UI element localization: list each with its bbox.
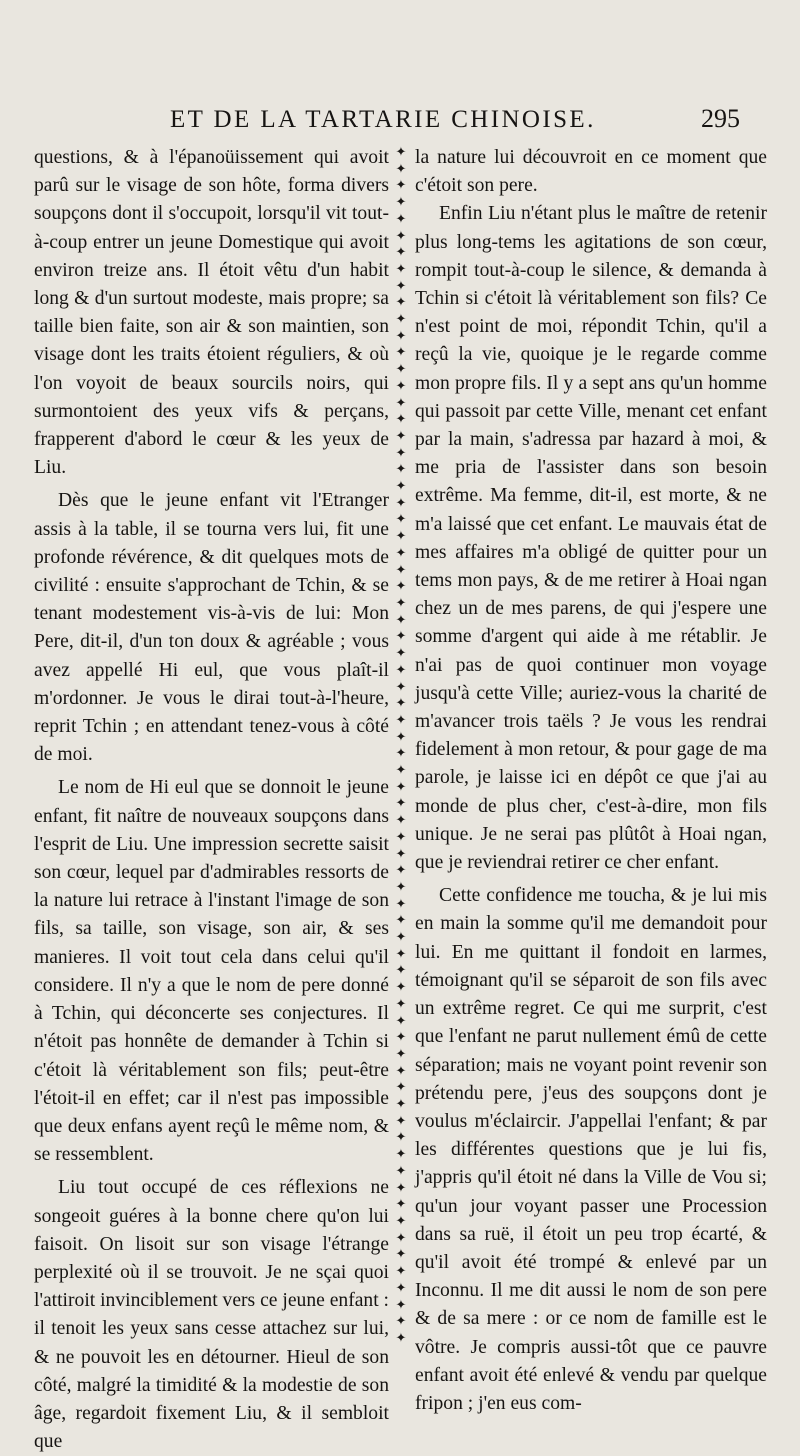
divider-ornament: ✦ <box>395 1314 407 1330</box>
divider-ornament: ✦ <box>395 1080 407 1096</box>
divider-ornament: ✦ <box>395 896 407 912</box>
divider-ornament: ✦ <box>395 545 407 561</box>
divider-ornament: ✦ <box>395 245 407 261</box>
divider-ornament: ✦ <box>395 1147 407 1163</box>
divider-ornament: ✦ <box>395 462 407 478</box>
divider-ornament: ✦ <box>395 729 407 745</box>
divider-ornament: ✦ <box>395 629 407 645</box>
divider-ornament: ✦ <box>395 595 407 611</box>
divider-ornament: ✦ <box>395 863 407 879</box>
divider-ornament: ✦ <box>395 646 407 662</box>
divider-ornament: ✦ <box>395 378 407 394</box>
divider-ornament: ✦ <box>395 479 407 495</box>
divider-ornament: ✦ <box>395 1163 407 1179</box>
paragraph: Le nom de Hi eul que se donnoit le jeune enfant, fit naître de nouveaux soupçons dans l'esprit de Liu. Une impression secrette saisit son cœur, lequel par d'admirables ressorts de la nature lui retrace à l'instant l'image de son fils, sa taille, son visage, son air, & ses manieres. Il voit tout cela dans celui qu'il considere. Il n'y a que le nom de pere donné à Tchin, qui déconcerte ses conjectures. Il n'étoit pas honnête de demander à Tchin si c'étoit là véritablement son fils; peut-être l'étoit-il en effet; car il n'est pas impossible que deux enfans ayent reçû le même nom, & se ressemblent. <box>34 777 389 1166</box>
divider-ornament: ✦ <box>395 980 407 996</box>
divider-ornament: ✦ <box>395 428 407 444</box>
divider-ornament: ✦ <box>395 1063 407 1079</box>
divider-ornament: ✦ <box>395 295 407 311</box>
divider-ornament: ✦ <box>395 579 407 595</box>
divider-ornament: ✦ <box>395 161 407 177</box>
divider-ornament: ✦ <box>395 1330 407 1346</box>
divider-ornament: ✦ <box>395 261 407 277</box>
divider-ornament: ✦ <box>395 829 407 845</box>
divider-ornament: ✦ <box>395 178 407 194</box>
divider-ornament: ✦ <box>395 1247 407 1263</box>
page-header <box>170 106 770 140</box>
divider-ornament: ✦ <box>395 145 407 160</box>
divider-ornament: ✦ <box>395 1013 407 1029</box>
divider-ornament: ✦ <box>395 1264 407 1280</box>
paragraph: Liu tout occupé de ces réflexions ne songeoit guéres à la bonne chere qu'on lui faisoit. On lisoit sur son visage l'étrange perplexité où il se trouvoit. Je ne sçai quoi l'attiroit invinciblement vers ce jeune enfant : il tenoit les yeux sans cesse attachez sur lui, & ne pouvoit les en détourner. Hieul de son côté, malgré la timidité & la modestie de son âge, regardoit fixement Liu, & il sembloit que <box>34 1177 390 1453</box>
divider-ornament: ✦ <box>395 662 407 678</box>
divider-ornament: ✦ <box>395 796 407 812</box>
divider-ornament: ✦ <box>395 1113 407 1129</box>
divider-ornament: ✦ <box>395 228 407 244</box>
divider-ornament: ✦ <box>395 495 407 511</box>
divider-ornament: ✦ <box>395 1030 407 1046</box>
paragraph: questions, & à l'épanoüissement qui avoit parû sur le visage de son hôte, forma divers soupçons dont il s'occupoit, lorsqu'il vit tout-à-coup entrer un jeune Domestique qui avoit environ treize ans. Il étoit vêtu d'un habit long & d'un surtout modeste, mais propre; sa taille bien faite, son air & son maintien, son visage dont les traits étoient réguliers, & où l'on voyoit de beaux sourcils noirs, qui surmontoient des yeux vifs & perçans, frapperent d'abord le cœur & les yeux de Liu. <box>34 147 389 479</box>
divider-ornament: ✦ <box>395 963 407 979</box>
divider-ornament: ✦ <box>395 362 407 378</box>
paragraph: Enfin Liu n'étant plus le maître de retenir plus long-tems les agitations de son cœur, rompit tout-à-coup le silence, & demanda à Tchin si c'étoit là véritablement son fils? Ce n'est point de moi, répondit Tchin, qu'il a reçû la vie, quoique je le regarde comme mon propre fils. Il y a sept ans qu'un homme qui passoit par cette Ville, menant cet enfant par la main, s'adressa par hazard à moi, & me pria de l'assister dans son besoin extrême. Ma femme, dit-il, est morte, & ne m'a laissé que cet enfant. Le mauvais état de mes affaires m'a obligé de quitter pour un tems mon pays, & de me retirer à Hoai ngan chez un de mes parens, de qui j'espere une somme d'argent qui aide à me rétablir. Je n'ai pas de quoi continuer mon voyage jusqu'à cette Ville; auriez-vous la charité de m'avancer trois taëls ? Je vous les rendrai fidelement à mon retour, & pour gage de ma parole, je laisse ici en dépôt ce que j'ai au monde de plus cher, c'est-à-dire, mon fils unique. Je ne serai pas plûtôt à Hoai ngan, que je reviendrai retirer ce cher enfant. <box>415 203 767 874</box>
divider-ornament: ✦ <box>395 312 407 328</box>
divider-ornament: ✦ <box>395 328 407 344</box>
divider-ornament: ✦ <box>395 1214 407 1229</box>
divider-ornament: ✦ <box>395 913 407 929</box>
paragraph: Dès que le jeune enfant vit l'Etranger assis à la table, il se tourna vers lui, fit une profonde révérence, & dit quelques mots de civilité : ensuite s'approchant de Tchin, & se tenant modestement vis-à-vis de lui: Mon Pere, dit-il, d'un ton doux & agréable ; vous avez appellé Hi eul, que vous plaît-il m'ordonner. Je vous le dirai tout-à-l'heure, reprit Tchin ; en attendant tenez-vous à côté de moi. <box>34 490 389 766</box>
divider-ornament: ✦ <box>395 1097 407 1113</box>
left-column <box>34 144 389 1456</box>
divider-ornament: ✦ <box>395 1130 407 1146</box>
divider-ornament: ✦ <box>395 1046 407 1062</box>
ornamental-column-divider <box>392 145 410 1350</box>
divider-ornament: ✦ <box>395 779 407 795</box>
divider-ornament: ✦ <box>395 445 407 461</box>
divider-ornament: ✦ <box>395 846 407 862</box>
divider-ornament: ✦ <box>395 1280 407 1296</box>
divider-ornament: ✦ <box>395 1197 407 1213</box>
paragraph: Cette confidence me toucha, & je lui mis en main la somme qu'il me demandoit pour lui. En me quittant il fondoit en larmes, témoignant qu'il se séparoit de son fils avec un extrême regret. Ce qui me surprit, c'est que l'enfant ne parut nullement émû de cette séparation; mais ne voyant point revenir son prétendu pere, j'eus des soupçons dont je voulus m'éclaircir. J'appellai l'enfant; & par les différentes questions que je lui fis, j'appris qu'il étoit né dans la Ville de Vou si; qu'un jour voyant passer une Procession dans sa ruë, il étoit un peu trop écarté, & qu'il avoit été trompé & enlevé par un Inconnu. Il me dit aussi le nom de son pere & de sa mere : or ce nom de famille est le vôtre. Je compris aussi-tôt que ce pauvre enfant avoit été enlevé & vendu par quelque fripon ; j'en eus com- <box>415 885 767 1414</box>
divider-ornament: ✦ <box>395 395 407 411</box>
paragraph: la nature lui découvroit en ce moment que c'étoit son pere. <box>415 147 767 197</box>
divider-ornament: ✦ <box>395 562 407 578</box>
divider-ornament: ✦ <box>395 412 407 428</box>
divider-ornament: ✦ <box>395 763 407 779</box>
running-title: ET DE LA TARTARIE CHINOISE. <box>170 106 596 133</box>
divider-ornament: ✦ <box>395 345 407 361</box>
right-column <box>415 144 767 1418</box>
divider-ornament: ✦ <box>395 696 407 712</box>
divider-ornament: ✦ <box>395 879 407 895</box>
divider-ornament: ✦ <box>395 211 407 227</box>
divider-ornament: ✦ <box>395 813 407 829</box>
divider-ornament: ✦ <box>395 746 407 762</box>
divider-ornament: ✦ <box>395 529 407 545</box>
divider-ornament: ✦ <box>395 712 407 728</box>
divider-ornament: ✦ <box>395 996 407 1012</box>
divider-ornament: ✦ <box>395 278 407 294</box>
divider-ornament: ✦ <box>395 1180 407 1196</box>
divider-ornament: ✦ <box>395 930 407 946</box>
divider-ornament: ✦ <box>395 512 407 528</box>
divider-ornament: ✦ <box>395 1297 407 1313</box>
divider-ornament: ✦ <box>395 195 407 211</box>
divider-ornament: ✦ <box>395 612 407 628</box>
page-number: 295 <box>701 104 740 133</box>
divider-ornament: ✦ <box>395 946 407 962</box>
divider-ornament: ✦ <box>395 1230 407 1246</box>
divider-ornament: ✦ <box>395 679 407 695</box>
